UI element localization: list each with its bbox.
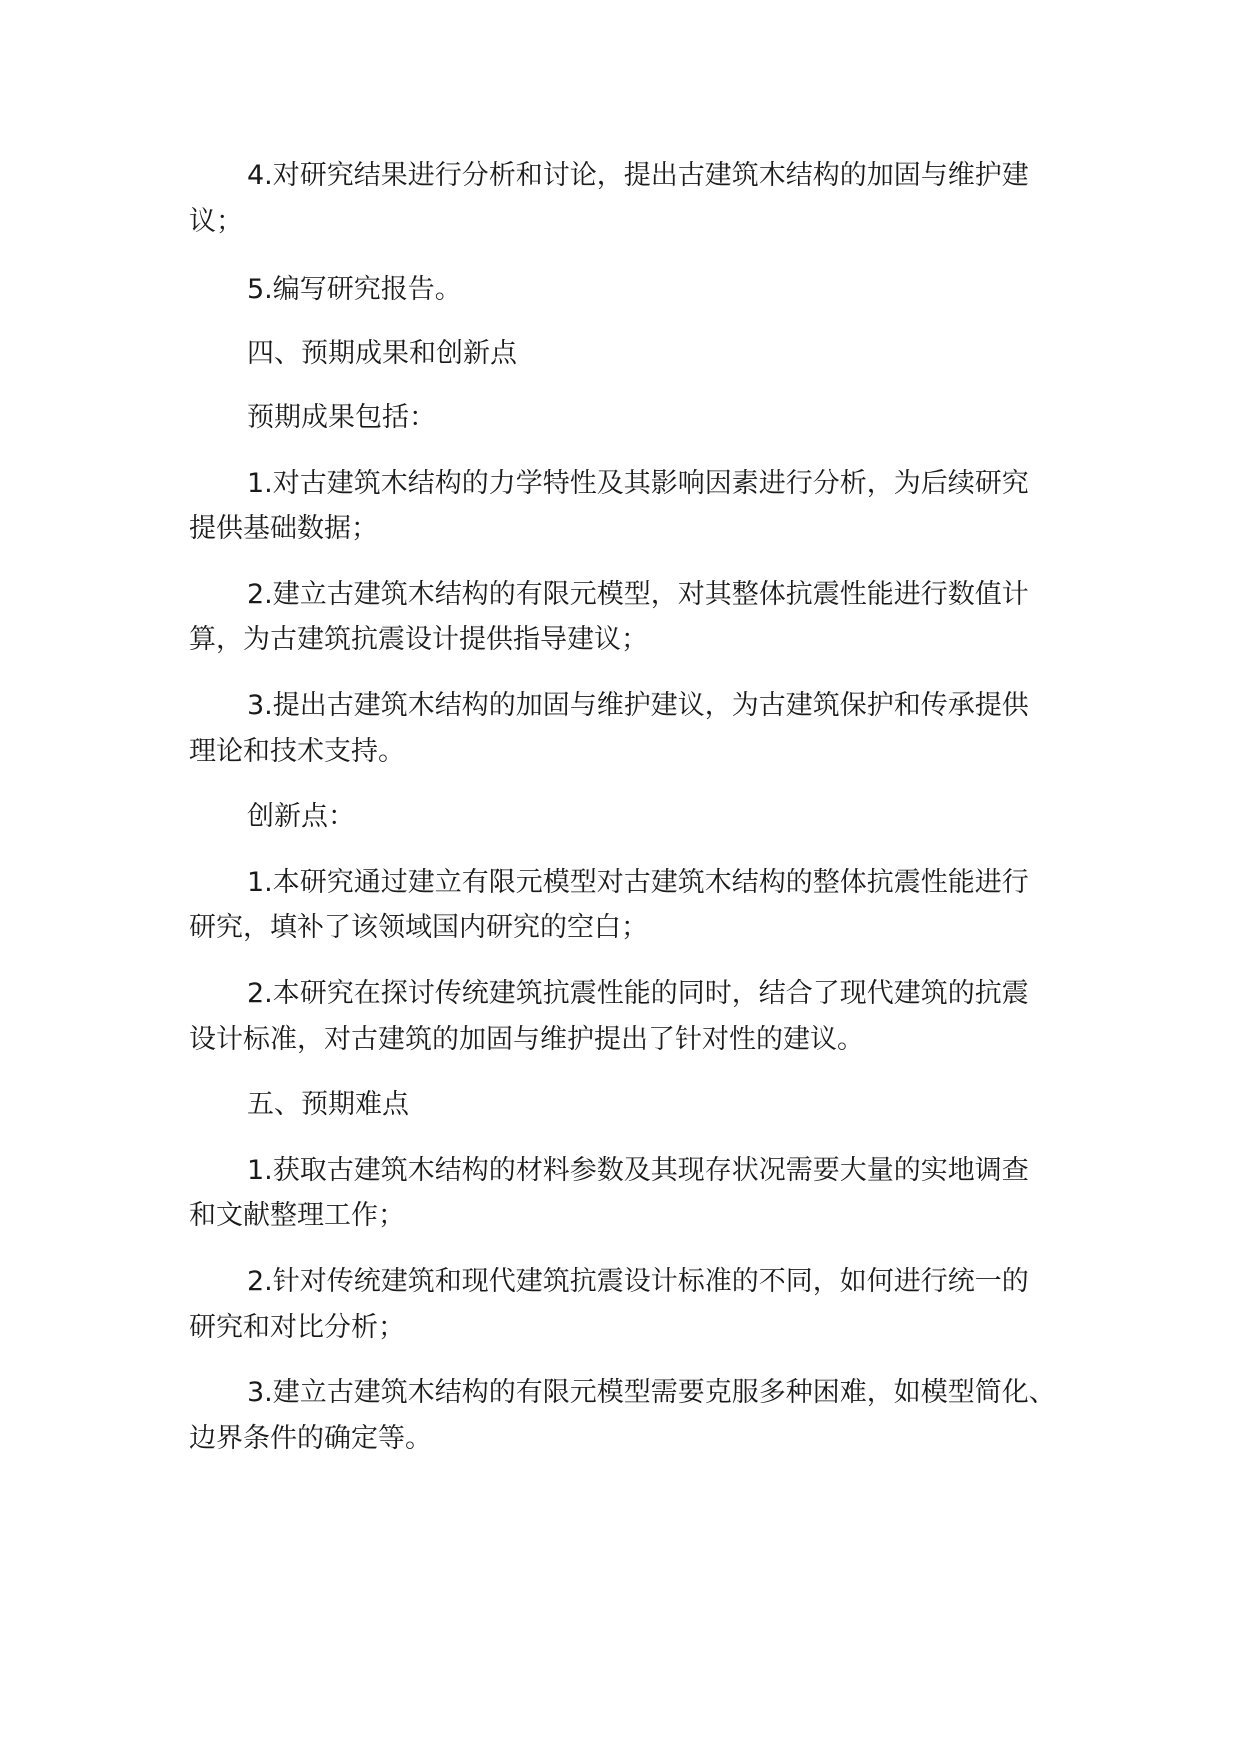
paragraph-line: 4.对研究结果进行分析和讨论，提出古建筑木结构的加固与维护建 bbox=[247, 160, 1029, 191]
paragraph-line: 1.本研究通过建立有限元模型对古建筑木结构的整体抗震性能进行 bbox=[247, 867, 1029, 898]
paragraph-line: 算，为古建筑抗震设计提供指导建议； bbox=[189, 624, 648, 655]
paragraph-line: 2.本研究在探讨传统建筑抗震性能的同时，结合了现代建筑的抗震 bbox=[247, 978, 1029, 1009]
paragraph-line: 创新点： bbox=[247, 801, 355, 832]
paragraph-line: 2.建立古建筑木结构的有限元模型，对其整体抗震性能进行数值计 bbox=[247, 579, 1029, 610]
paragraph-line: 研究，填补了该领域国内研究的空白； bbox=[189, 912, 648, 943]
paragraph-line: 2.针对传统建筑和现代建筑抗震设计标准的不同，如何进行统一的 bbox=[247, 1266, 1029, 1297]
paragraph-line: 和文献整理工作； bbox=[189, 1200, 405, 1231]
section-heading: 五、预期难点 bbox=[247, 1089, 409, 1120]
paragraph-line: 边界条件的确定等。 bbox=[189, 1423, 432, 1454]
paragraph-line: 议； bbox=[189, 206, 243, 237]
paragraph-line: 3.提出古建筑木结构的加固与维护建议，为古建筑保护和传承提供 bbox=[247, 690, 1029, 721]
paragraph-line: 1.对古建筑木结构的力学特性及其影响因素进行分析，为后续研究 bbox=[247, 468, 1029, 499]
paragraph-line: 设计标准，对古建筑的加固与维护提出了针对性的建议。 bbox=[189, 1024, 864, 1055]
section-heading: 四、预期成果和创新点 bbox=[247, 338, 517, 369]
paragraph-line: 预期成果包括： bbox=[247, 402, 436, 433]
paragraph-line: 研究和对比分析； bbox=[189, 1312, 405, 1343]
paragraph-line: 3.建立古建筑木结构的有限元模型需要克服多种困难，如模型简化、 bbox=[247, 1377, 1056, 1408]
paragraph-line: 1.获取古建筑木结构的材料参数及其现存状况需要大量的实地调查 bbox=[247, 1155, 1029, 1186]
paragraph-line: 理论和技术支持。 bbox=[189, 736, 405, 767]
paragraph-line: 5.编写研究报告。 bbox=[247, 274, 462, 305]
paragraph-line: 提供基础数据； bbox=[189, 513, 378, 544]
